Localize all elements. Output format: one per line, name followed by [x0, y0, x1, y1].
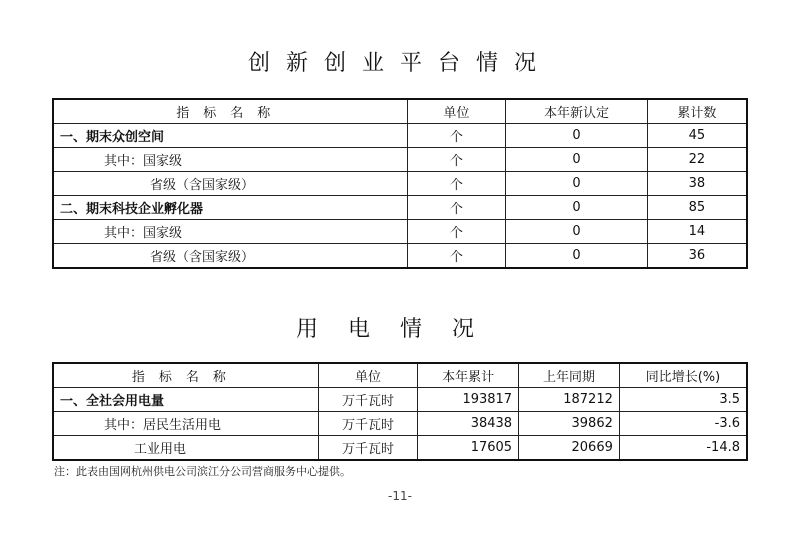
row-current: 38438	[418, 412, 519, 436]
row-previous: 39862	[519, 412, 620, 436]
row-total: 14	[647, 220, 747, 244]
header-new: 本年新认定	[506, 99, 648, 124]
row-new: 0	[506, 220, 648, 244]
row-new: 0	[506, 124, 648, 148]
row-name: 工业用电	[53, 436, 318, 461]
row-name: 一、期末众创空间	[53, 124, 407, 148]
row-unit: 万千瓦时	[318, 436, 418, 461]
page-number: -11-	[388, 489, 412, 503]
table-row	[53, 244, 747, 269]
row-new: 0	[506, 196, 648, 220]
table-row	[53, 172, 747, 196]
row-name: 其中：国家级	[53, 148, 407, 172]
row-current: 193817	[418, 388, 519, 412]
platform-table	[52, 98, 748, 269]
row-current: 17605	[418, 436, 519, 461]
row-name: 省级（含国家级）	[53, 172, 407, 196]
table-row	[53, 196, 747, 220]
row-name: 二、期末科技企业孵化器	[53, 196, 407, 220]
row-unit: 个	[407, 220, 506, 244]
row-previous: 187212	[519, 388, 620, 412]
row-unit: 个	[407, 244, 506, 269]
row-total: 85	[647, 196, 747, 220]
table-header-row	[53, 363, 747, 388]
header-previous: 上年同期	[519, 363, 620, 388]
row-name: 其中：国家级	[53, 220, 407, 244]
header-unit: 单位	[407, 99, 506, 124]
row-total: 45	[647, 124, 747, 148]
header-indicator: 指标名称	[53, 99, 407, 124]
table-row	[53, 220, 747, 244]
header-current: 本年累计	[418, 363, 519, 388]
row-growth: -14.8	[619, 436, 747, 461]
source-note: 注：此表由国网杭州供电公司滨江分公司营商服务中心提供。	[54, 465, 351, 478]
row-unit: 万千瓦时	[318, 412, 418, 436]
table-header-row	[53, 99, 747, 124]
section2-title: 用电情况	[295, 317, 504, 342]
header-indicator: 指标名称	[53, 363, 318, 388]
row-total: 38	[647, 172, 747, 196]
row-growth: 3.5	[619, 388, 747, 412]
row-name: 省级（含国家级）	[53, 244, 407, 269]
row-new: 0	[506, 172, 648, 196]
header-unit: 单位	[318, 363, 418, 388]
row-previous: 20669	[519, 436, 620, 461]
table-row	[53, 124, 747, 148]
table-row	[53, 148, 747, 172]
row-unit: 万千瓦时	[318, 388, 418, 412]
table-row	[53, 388, 747, 412]
header-growth: 同比增长(%)	[619, 363, 747, 388]
row-total: 22	[647, 148, 747, 172]
row-unit: 个	[407, 148, 506, 172]
row-new: 0	[506, 148, 648, 172]
row-total: 36	[647, 244, 747, 269]
section1-title: 创新创业平台情况	[247, 51, 552, 76]
header-total: 累计数	[647, 99, 747, 124]
table-row	[53, 436, 747, 461]
table-row	[53, 412, 747, 436]
row-new: 0	[506, 244, 648, 269]
electricity-table	[52, 362, 748, 461]
row-name: 一、全社会用电量	[53, 388, 318, 412]
row-name: 其中：居民生活用电	[53, 412, 318, 436]
row-unit: 个	[407, 196, 506, 220]
row-unit: 个	[407, 172, 506, 196]
row-growth: -3.6	[619, 412, 747, 436]
row-unit: 个	[407, 124, 506, 148]
